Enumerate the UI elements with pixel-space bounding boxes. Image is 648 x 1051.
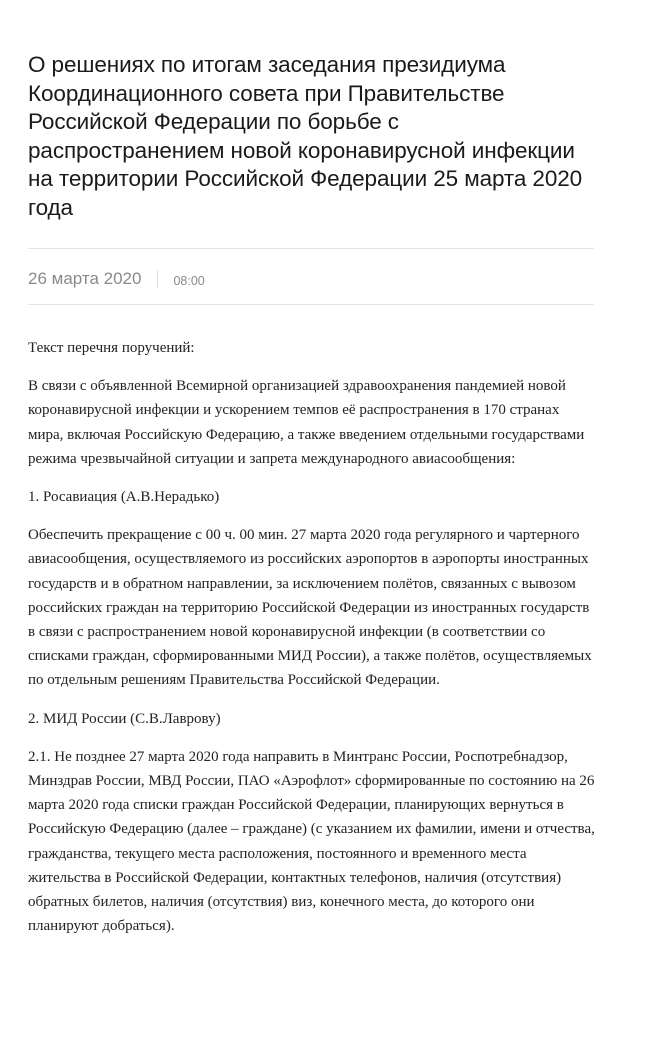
body-paragraph-item-2-1-text: 2.1. Не позднее 27 марта 2020 года направить в Минтранс России, Роспотребнадзор, Минздрав России, МВД России, ПАО «Аэрофлот» сформированные по состоянию на 26 марта 2020 года списки граждан Российской Федерации, планирующих вернуться в Российскую Федерацию (далее – граждане) (с указанием их фамилии, имени и отчества, гражданства, текущего места расположения, постоянного и временного места жительства в Российской Федерации, контактных телефонов, наличия (отсутствия) обратных билетов, наличия (отсутствия) виз, конечного места, до которого они планируют добраться). (28, 748, 595, 935)
article-title: О решениях по итогам заседания президиума Координационного совета при Правительстве Российской Федерации по борьбе с распространением новой коронавирусной инфекции на территории Российской Федерации 25 марта 2020 года (28, 52, 583, 220)
article (28, 0, 596, 935)
body-paragraph-item-2-heading: 2. МИД России (С.В.Лаврову) (28, 710, 221, 727)
article-body (28, 336, 596, 952)
title-divider (28, 248, 594, 249)
body-paragraph-item-1-text: Обеспечить прекращение с 00 ч. 00 мин. 27 марта 2020 года регулярного и чартерного авиасообщения, осуществляемого из российских аэропортов в аэропорты иностранных государств и в обратном направлении, за исключением полётов, связанных с вывозом российских граждан на территорию Российской Федерации из иностранных государств в связи с распространением новой коронавирусной инфекции (в соответствии со списками граждан, сформированными МИД России), а также полётов, осуществляемых по отдельным решениям Правительства Российской Федерации. (28, 527, 592, 689)
article-date: 26 марта 2020 (28, 269, 142, 288)
body-paragraph-item-1-heading: 1. Росавиация (А.В.Нерадько) (28, 489, 220, 506)
article-meta (28, 268, 205, 290)
meta-divider (28, 304, 594, 305)
article-time: 08:00 (173, 273, 205, 288)
body-paragraph-intro: Текст перечня поручений: (28, 340, 195, 356)
meta-separator (157, 270, 158, 288)
body-paragraph-preamble: В связи с объявленной Всемирной организацией здравоохранения пандемией новой коронавирусной инфекции и ускорением темпов её распространения в 170 странах мира, включая Российскую Федерацию, а также введением отдельными государствами режима чрезвычайной ситуации и запрета международного авиасообщения: (28, 378, 585, 467)
